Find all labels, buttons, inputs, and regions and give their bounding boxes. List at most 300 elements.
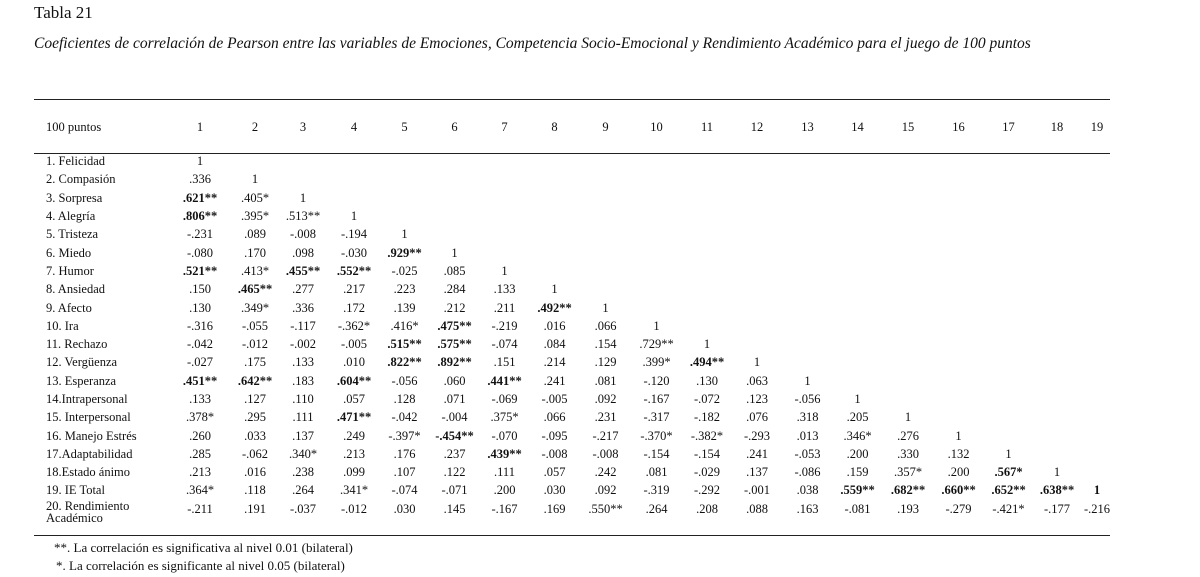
column-header: 17 (1002, 119, 1015, 134)
correlation-cell: .130 (696, 373, 718, 388)
correlation-cell (782, 207, 833, 225)
correlation-cell: .133 (189, 392, 211, 406)
correlation-cell (631, 225, 682, 243)
correlation-cell: 1 (1093, 483, 1101, 498)
correlation-cell (782, 152, 833, 170)
correlation-cell (833, 353, 882, 371)
correlation-cell: .128 (393, 392, 416, 406)
correlation-cell: .682** (890, 483, 926, 498)
correlation-cell (782, 298, 833, 316)
correlation-cell: .081 (594, 373, 617, 388)
correlation-cell: 1 (196, 154, 204, 169)
correlation-cell (480, 189, 529, 207)
correlation-cell (429, 170, 480, 188)
correlation-cell (732, 243, 782, 261)
correlation-cell (882, 262, 934, 280)
table-row (34, 372, 1114, 390)
row-label-line: Académico (46, 510, 103, 525)
row-label: 17.Adaptabilidad (46, 446, 133, 461)
correlation-cell: -.117 (290, 318, 316, 333)
correlation-cell (983, 225, 1034, 243)
correlation-cell: -.080 (186, 245, 214, 260)
correlation-cell: .205 (846, 410, 869, 425)
correlation-cell: .057 (343, 392, 365, 406)
correlation-cell: -.154 (693, 446, 721, 461)
correlation-cell: .336 (292, 300, 314, 315)
correlation-cell: .249 (343, 428, 365, 443)
correlation-cell: .260 (189, 428, 211, 443)
correlation-cell: .085 (443, 263, 466, 278)
correlation-cell: .063 (746, 373, 768, 388)
correlation-cell: .515** (387, 337, 422, 352)
correlation-cell (328, 170, 380, 188)
correlation-cell: .089 (244, 227, 266, 242)
correlation-cell (1034, 152, 1080, 170)
correlation-cell: .208 (696, 501, 718, 516)
correlation-cell: .127 (244, 392, 266, 406)
correlation-cell: .341* (339, 483, 369, 498)
correlation-cell: 1 (602, 300, 609, 315)
correlation-cell: .652** (991, 483, 1026, 498)
correlation-cell: 1 (1053, 465, 1061, 480)
correlation-cell (782, 353, 833, 371)
correlation-cell (882, 390, 934, 408)
correlation-cell: -.382* (690, 428, 724, 443)
correlation-cell (882, 152, 934, 170)
correlation-cell (380, 152, 429, 170)
correlation-cell (882, 189, 934, 207)
correlation-cell (580, 225, 631, 243)
correlation-cell (983, 390, 1034, 408)
correlation-cell: .223 (393, 282, 416, 297)
correlation-cell: -.421* (992, 501, 1025, 516)
column-header: 6 (451, 119, 458, 134)
column-header: 11 (700, 119, 714, 134)
correlation-cell (429, 189, 480, 207)
correlation-cell: .439** (487, 446, 522, 461)
correlation-cell (1080, 463, 1114, 481)
correlation-cell: .237 (443, 446, 466, 461)
correlation-cell (983, 298, 1034, 316)
correlation-cell: .455** (285, 263, 321, 278)
correlation-cell: -.056 (391, 373, 418, 388)
table-row (34, 335, 1114, 353)
correlation-cell: 1 (753, 355, 761, 370)
table-row (34, 152, 1114, 170)
correlation-cell: -.030 (340, 245, 368, 260)
table-row (34, 353, 1114, 371)
correlation-cell (529, 170, 580, 188)
correlation-table (34, 110, 1114, 524)
correlation-cell (1080, 317, 1114, 335)
correlation-cell (1034, 372, 1080, 390)
correlation-cell: .076 (746, 410, 768, 425)
correlation-cell: .092 (594, 392, 617, 406)
correlation-cell (882, 170, 934, 188)
row-label: 3. Sorpresa (46, 190, 103, 205)
correlation-cell (328, 189, 380, 207)
correlation-cell: -.177 (1043, 501, 1071, 516)
correlation-cell (732, 207, 782, 225)
correlation-cell: .066 (543, 410, 566, 425)
correlation-cell: .471** (336, 410, 372, 425)
table-row (34, 280, 1114, 298)
correlation-cell: .111 (494, 465, 515, 480)
correlation-cell (529, 207, 580, 225)
table-row (34, 189, 1114, 207)
correlation-cell: .200 (846, 446, 869, 461)
column-header: 14 (851, 119, 864, 134)
correlation-cell: .030 (543, 483, 566, 498)
row-label: 18.Estado ánimo (46, 465, 131, 480)
correlation-cell: -.005 (340, 337, 368, 352)
correlation-cell (1080, 207, 1114, 225)
correlation-cell: .264 (645, 501, 668, 516)
correlation-cell: -.001 (743, 483, 771, 498)
correlation-cell (833, 189, 882, 207)
correlation-cell (529, 262, 580, 280)
correlation-cell (882, 243, 934, 261)
correlation-cell: .214 (543, 355, 566, 370)
correlation-cell: .038 (796, 483, 819, 498)
correlation-cell (983, 170, 1034, 188)
correlation-cell: -.194 (340, 227, 368, 242)
correlation-cell (380, 189, 429, 207)
table-row (34, 262, 1114, 280)
row-label: 10. Ira (46, 318, 79, 333)
correlation-cell: .378* (185, 410, 215, 425)
row-label (34, 500, 168, 524)
correlation-cell (882, 317, 934, 335)
correlation-cell: -.086 (794, 465, 821, 480)
correlation-cell (833, 317, 882, 335)
correlation-cell: .465** (237, 282, 273, 297)
correlation-cell: .340* (288, 446, 318, 461)
row-label: 16. Manejo Estrés (46, 428, 137, 443)
correlation-cell: 1 (854, 392, 861, 406)
correlation-cell: .552** (336, 263, 372, 278)
correlation-cell: .375* (490, 410, 519, 425)
correlation-cell (682, 189, 732, 207)
correlation-cell (934, 207, 983, 225)
header-row (34, 110, 1114, 144)
correlation-cell: -.292 (693, 483, 721, 498)
column-header: 2 (251, 119, 259, 134)
correlation-cell (833, 207, 882, 225)
column-header: 7 (501, 119, 508, 134)
correlation-cell: .129 (594, 355, 617, 370)
correlation-cell (480, 152, 529, 170)
table-body (34, 144, 1114, 524)
correlation-cell: 1 (451, 245, 458, 260)
correlation-cell (833, 262, 882, 280)
correlation-cell: .130 (189, 300, 211, 315)
correlation-cell (934, 189, 983, 207)
correlation-cell: .137 (746, 465, 768, 480)
correlation-cell (278, 170, 328, 188)
correlation-cell: -.454** (435, 428, 474, 443)
correlation-cell: .066 (594, 318, 617, 333)
correlation-cell: .405* (240, 190, 270, 205)
correlation-cell (631, 262, 682, 280)
spacer-row (34, 144, 1114, 152)
correlation-cell: -.008 (289, 227, 317, 242)
correlation-cell: -.069 (491, 392, 518, 406)
correlation-cell: .513** (285, 209, 321, 224)
correlation-cell: .238 (292, 465, 314, 480)
correlation-cell (782, 335, 833, 353)
correlation-cell (1034, 243, 1080, 261)
correlation-cell: .098 (292, 245, 314, 260)
correlation-cell: .241 (543, 373, 566, 388)
correlation-cell (934, 298, 983, 316)
correlation-cell: -.029 (693, 465, 721, 480)
correlation-cell (580, 280, 631, 298)
correlation-cell: -.293 (743, 428, 771, 443)
correlation-cell: .107 (393, 465, 416, 480)
correlation-cell: .013 (796, 428, 819, 443)
correlation-cell (682, 317, 732, 335)
correlation-cell (983, 335, 1034, 353)
table-row (34, 317, 1114, 335)
correlation-cell (782, 189, 833, 207)
correlation-cell: 1 (703, 337, 711, 352)
correlation-cell (1034, 262, 1080, 280)
correlation-cell (380, 207, 429, 225)
correlation-cell (529, 189, 580, 207)
correlation-cell (983, 243, 1034, 261)
correlation-cell (882, 372, 934, 390)
correlation-cell: .099 (343, 465, 365, 480)
correlation-cell: .016 (244, 465, 266, 480)
column-header: 3 (299, 119, 307, 134)
correlation-cell: .729** (639, 337, 674, 352)
table-number: Tabla 21 (34, 3, 93, 22)
column-header: 12 (750, 119, 764, 134)
correlation-cell: .137 (292, 428, 314, 443)
correlation-cell (580, 207, 631, 225)
correlation-cell: .081 (645, 465, 668, 480)
correlation-cell (732, 170, 782, 188)
correlation-cell (833, 243, 882, 261)
correlation-cell: .016 (543, 318, 566, 333)
correlation-cell (732, 335, 782, 353)
correlation-cell: .550** (588, 501, 623, 516)
correlation-cell (480, 225, 529, 243)
correlation-cell: -.056 (794, 392, 821, 406)
correlation-cell (631, 189, 682, 207)
correlation-cell (833, 372, 882, 390)
table-row (34, 298, 1114, 316)
column-header: 4 (350, 119, 358, 134)
correlation-cell (1034, 170, 1080, 188)
correlation-cell: -.231 (186, 227, 214, 242)
correlation-cell (631, 298, 682, 316)
correlation-cell: .330 (897, 446, 919, 461)
correlation-cell: -.211 (187, 501, 213, 516)
correlation-cell: .139 (393, 300, 416, 315)
correlation-cell (1080, 280, 1114, 298)
correlation-cell (983, 372, 1034, 390)
correlation-cell: .092 (594, 483, 617, 498)
correlation-cell (682, 225, 732, 243)
correlation-cell (682, 280, 732, 298)
correlation-cell: -.071 (441, 483, 468, 498)
correlation-cell: -.055 (241, 318, 269, 333)
correlation-cell: -.317 (643, 410, 670, 425)
correlation-cell (232, 152, 278, 170)
correlation-cell: .122 (443, 465, 466, 480)
correlation-cell (631, 170, 682, 188)
correlation-cell: .183 (292, 373, 314, 388)
correlation-cell (1080, 426, 1114, 444)
correlation-cell: .285 (189, 446, 211, 461)
correlation-cell (631, 243, 682, 261)
correlation-cell (480, 207, 529, 225)
correlation-cell (1034, 408, 1080, 426)
correlation-cell: -.217 (592, 428, 619, 443)
correlation-cell: .110 (292, 392, 314, 406)
correlation-cell: -.216 (1083, 501, 1111, 516)
correlation-cell (732, 262, 782, 280)
correlation-cell (882, 225, 934, 243)
correlation-cell (934, 390, 983, 408)
correlation-cell (1080, 225, 1114, 243)
correlation-cell (983, 317, 1034, 335)
correlation-cell: .145 (443, 501, 466, 516)
correlation-cell (882, 280, 934, 298)
correlation-cell (732, 280, 782, 298)
correlation-cell (682, 152, 732, 170)
correlation-cell: .200 (947, 465, 970, 480)
top-rule (34, 99, 1110, 100)
correlation-cell (1080, 445, 1114, 463)
correlation-cell (631, 152, 682, 170)
correlation-cell (1080, 390, 1114, 408)
correlation-cell (631, 207, 682, 225)
header-label: 100 puntos (46, 119, 102, 134)
correlation-cell (782, 225, 833, 243)
correlation-cell: .357* (893, 465, 923, 480)
table-row (34, 225, 1114, 243)
correlation-cell (732, 152, 782, 170)
correlation-cell (380, 170, 429, 188)
correlation-cell: .084 (543, 337, 566, 352)
correlation-cell: .929** (387, 245, 422, 260)
correlation-cell: .413* (240, 263, 270, 278)
correlation-cell (1080, 372, 1114, 390)
correlation-cell (782, 280, 833, 298)
correlation-cell: -.070 (491, 428, 518, 443)
correlation-cell (782, 262, 833, 280)
correlation-cell (833, 335, 882, 353)
correlation-cell: -.362* (337, 318, 371, 333)
correlation-cell: 1 (955, 428, 962, 443)
correlation-cell: -.053 (794, 446, 821, 461)
correlation-cell: .133 (292, 355, 314, 370)
correlation-cell: .241 (746, 446, 768, 461)
correlation-cell: .284 (443, 282, 466, 297)
correlation-cell (782, 170, 833, 188)
correlation-cell: .364* (185, 483, 215, 498)
note-significance-001: **. La correlación es significativa al nivel 0.01 (bilateral) (54, 540, 353, 555)
row-label: 2. Compasión (46, 172, 116, 187)
table-row (34, 390, 1114, 408)
row-label-line: 20. Rendimiento (46, 498, 130, 513)
correlation-cell: .349* (240, 300, 270, 315)
correlation-cell (983, 408, 1034, 426)
column-header: 8 (551, 119, 558, 134)
column-header: 1 (196, 119, 204, 134)
column-header: 18 (1050, 119, 1064, 134)
correlation-cell: .169 (543, 501, 566, 516)
correlation-cell: .172 (343, 300, 365, 315)
correlation-cell (1080, 170, 1114, 188)
correlation-cell: -.004 (441, 410, 468, 425)
correlation-cell: .150 (189, 282, 211, 297)
correlation-cell (934, 152, 983, 170)
correlation-cell: 1 (904, 410, 912, 425)
correlation-cell (983, 189, 1034, 207)
correlation-cell (429, 152, 480, 170)
correlation-cell: -.319 (643, 483, 670, 498)
row-label: 8. Ansiedad (46, 282, 106, 297)
correlation-cell: -.037 (289, 501, 317, 516)
correlation-cell: .521** (182, 263, 218, 278)
correlation-cell (278, 152, 328, 170)
correlation-cell (732, 225, 782, 243)
correlation-cell (934, 170, 983, 188)
correlation-cell: 1 (653, 318, 660, 333)
correlation-cell: -.120 (643, 373, 670, 388)
correlation-cell (983, 353, 1034, 371)
correlation-cell (934, 335, 983, 353)
correlation-cell: -.012 (241, 337, 269, 352)
correlation-cell: .621** (182, 190, 218, 205)
correlation-cell: .154 (594, 337, 617, 352)
correlation-cell (934, 353, 983, 371)
correlation-cell (1034, 225, 1080, 243)
correlation-cell: .176 (393, 446, 416, 461)
correlation-cell (1080, 408, 1114, 426)
correlation-cell: -.074 (391, 483, 418, 498)
correlation-cell: .559** (840, 483, 875, 498)
column-header: 13 (801, 119, 814, 134)
correlation-cell (983, 152, 1034, 170)
correlation-cell: .399* (642, 355, 671, 370)
correlation-cell: .159 (846, 465, 869, 480)
correlation-cell (833, 152, 882, 170)
correlation-cell: .575** (437, 337, 472, 352)
correlation-cell: .451** (182, 373, 218, 388)
row-label: 15. Interpersonal (46, 410, 131, 425)
row-label: 5. Tristeza (46, 227, 99, 242)
correlation-cell (833, 170, 882, 188)
correlation-cell: .133 (493, 282, 516, 297)
correlation-cell: -.042 (186, 337, 214, 352)
correlation-cell (882, 353, 934, 371)
correlation-cell (833, 280, 882, 298)
correlation-cell: 1 (1005, 446, 1012, 461)
correlation-cell (934, 243, 983, 261)
correlation-cell (1034, 298, 1080, 316)
correlation-cell: .295 (244, 410, 266, 425)
correlation-cell: -.182 (693, 410, 721, 425)
correlation-cell (782, 317, 833, 335)
correlation-cell: .175 (244, 355, 266, 370)
correlation-cell: .638** (1039, 483, 1075, 498)
correlation-cell: .057 (543, 465, 566, 480)
